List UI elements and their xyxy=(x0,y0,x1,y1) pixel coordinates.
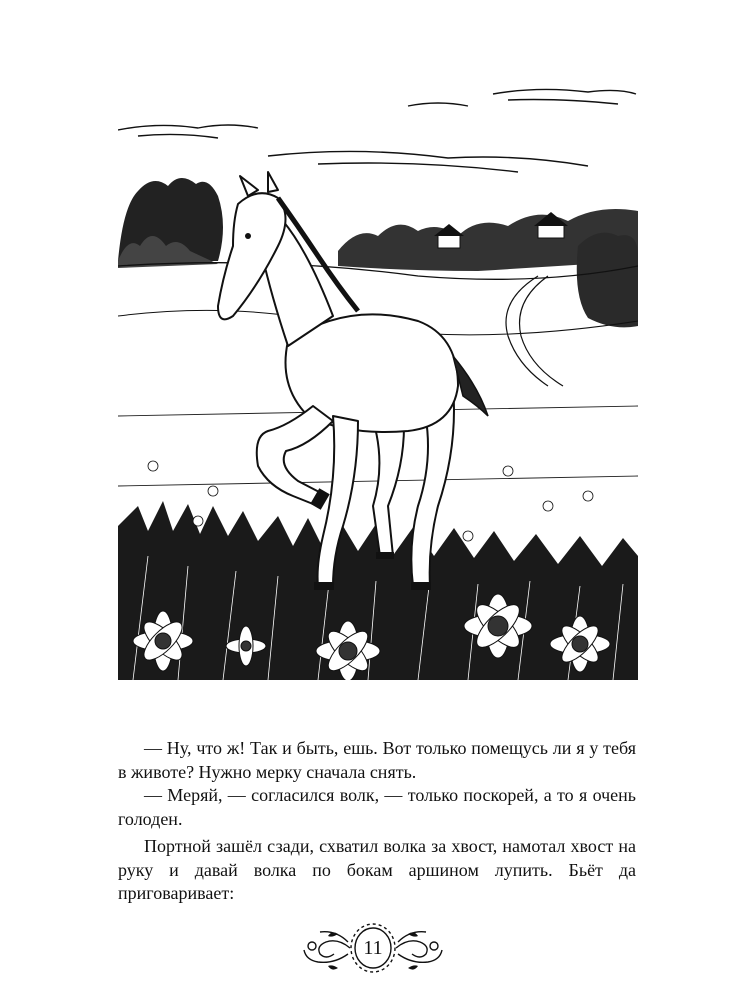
paragraph-3: Портной зашёл сзади, схватил волка за хвост, намотал хвост на руку и давай волка по бокам аршином лупить. Бьёт да приговаривает: xyxy=(118,836,636,903)
paragraph-1: — Ну, что ж! Так и быть, ешь. Вот только помещусь ли я у тебя в животе? Нужно мерку сначала снять. xyxy=(118,738,636,782)
paragraph-2: — Меряй, — согласился волк, — только поскорей, а то я очень голоден. xyxy=(118,785,636,829)
illustration-foal-meadow xyxy=(118,86,638,680)
page-number-ornament xyxy=(298,920,448,976)
foal-drawing-icon xyxy=(118,86,638,680)
page-number: 11 xyxy=(363,936,383,959)
story-text xyxy=(118,737,636,906)
